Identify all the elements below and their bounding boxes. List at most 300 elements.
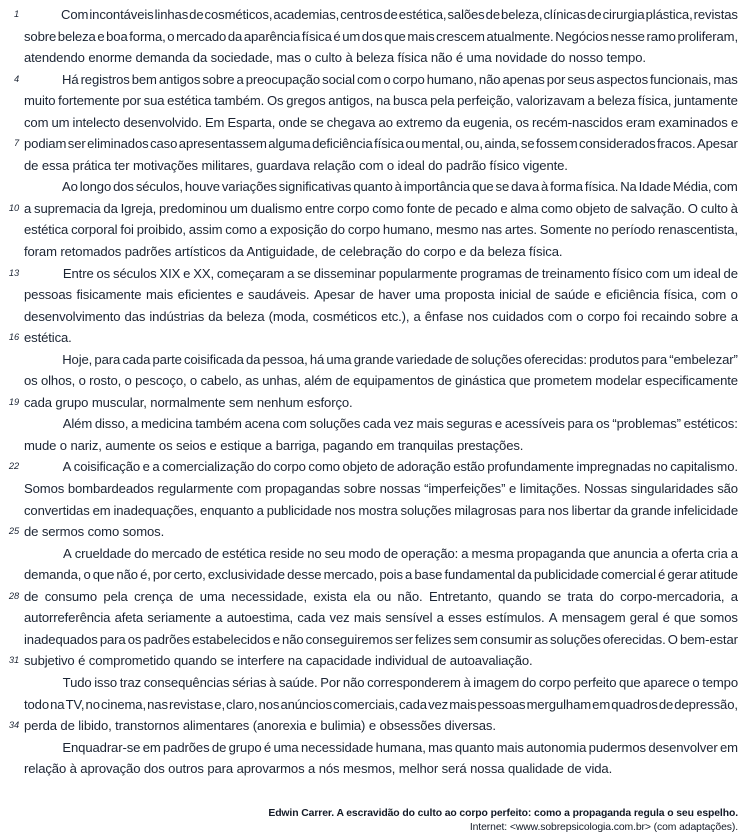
word: mergulham [526, 696, 592, 712]
word: grande [630, 502, 671, 518]
paragraph-indent [24, 672, 60, 694]
word: atitude [699, 567, 738, 583]
passage-line [0, 327, 738, 349]
word: grupo [228, 739, 262, 755]
passage-line [0, 349, 738, 371]
passage-line-text [24, 672, 738, 694]
word: a [405, 567, 413, 583]
paragraph-indent [24, 543, 60, 565]
word: corpo [337, 200, 370, 216]
word: na [375, 93, 391, 109]
word: forma [550, 179, 583, 195]
word: pescoço, [135, 373, 187, 389]
word: de [179, 588, 194, 604]
word: com [24, 114, 49, 130]
word: da [613, 502, 628, 518]
word: a [24, 200, 32, 216]
word: nossas [379, 481, 421, 497]
passage-line [0, 521, 738, 543]
word: para [99, 631, 126, 647]
word: os [24, 373, 38, 389]
word: houve [184, 179, 220, 195]
word: equipamentos [353, 373, 434, 389]
word: em [592, 696, 611, 712]
word: todo [24, 696, 50, 712]
word: dos [113, 179, 134, 195]
word: beleza, [501, 7, 543, 22]
passage-line [0, 155, 738, 177]
word: inadequações, [113, 502, 198, 518]
word: que [384, 28, 406, 44]
line-number: 13 [8, 267, 19, 278]
word: de [438, 200, 453, 216]
passage-line [0, 241, 738, 263]
paragraph-indent [24, 263, 60, 285]
word: podiam [24, 136, 67, 152]
word: soluções [471, 351, 522, 367]
word: afeta [114, 610, 144, 626]
word: mensagem [561, 610, 626, 626]
word: eram [625, 114, 656, 130]
word: Na [620, 179, 637, 195]
word: cabelo, [200, 373, 242, 389]
word: nesse [610, 28, 645, 44]
passage-line [0, 47, 738, 69]
word: intelecto [72, 114, 121, 130]
passage-line [0, 69, 738, 91]
word: publicidade [533, 567, 599, 583]
word: autonomia [526, 739, 587, 755]
passage-line [0, 198, 738, 220]
word: significativas [278, 179, 352, 195]
word: Esparta, [227, 114, 276, 130]
word: de [587, 7, 602, 22]
word: de [383, 545, 398, 561]
word: de [383, 7, 398, 22]
word: aspectos [596, 71, 648, 87]
passage-line [0, 435, 738, 457]
word: esses [448, 610, 482, 626]
passage-line [0, 672, 738, 694]
word: salvação. [630, 200, 685, 216]
word: bem [131, 71, 157, 87]
word: é, [140, 567, 151, 583]
word: certo, [173, 567, 206, 583]
word: culto [700, 200, 728, 216]
word: disseminar [313, 265, 376, 281]
word: e [494, 416, 503, 432]
word: deficiência [312, 136, 373, 152]
word: a [436, 610, 444, 626]
word: ou [405, 136, 420, 152]
word: mais [496, 739, 524, 755]
line-number: 4 [13, 73, 19, 84]
word: corpo-mercadoria, [620, 588, 725, 604]
word: funcionais, [650, 71, 712, 87]
word: que [472, 179, 494, 195]
paragraph-indent [24, 456, 60, 478]
word: a [730, 545, 738, 561]
word: físico [612, 265, 643, 281]
passage-line-text: subjetivo é comprometido quando se interfere na capacidade individual de autoavaliação. [24, 653, 533, 669]
word: e [509, 481, 517, 497]
word: antigos [158, 71, 201, 87]
word: humano, [426, 71, 477, 87]
passage-line-text [24, 586, 738, 608]
word: ênfase [424, 308, 464, 324]
paragraph-indent [24, 176, 60, 198]
word: Somos [24, 481, 65, 497]
word: é [263, 739, 272, 755]
word: nos [258, 696, 280, 712]
word: e [236, 287, 244, 303]
word: extremo [395, 114, 443, 130]
word: enquanto [200, 502, 254, 518]
word: uma [414, 287, 441, 303]
word: comerciais, [333, 696, 398, 712]
passage-line [0, 263, 738, 285]
word: oferecidas. [602, 631, 666, 647]
word: para [519, 502, 545, 518]
word: gregos [286, 93, 326, 109]
word: um [229, 200, 248, 216]
word: grande [353, 351, 394, 367]
word: seguras [446, 416, 493, 432]
passage-line [0, 456, 738, 478]
word: operação: [401, 545, 459, 561]
passage-line [0, 4, 738, 26]
word: XX, [193, 265, 214, 281]
word: reside [269, 545, 305, 561]
passage-line-text [24, 26, 738, 48]
word: se [310, 114, 324, 130]
word: mais [407, 28, 435, 44]
word: tempo [702, 674, 738, 690]
word: oferta [671, 545, 705, 561]
word: olhos, [40, 373, 76, 389]
word: objeto [342, 459, 378, 475]
word: sobre [694, 308, 727, 324]
word: à [269, 674, 277, 690]
word: cada [297, 610, 326, 626]
word: aparece [643, 674, 690, 690]
word: da [246, 351, 261, 367]
line-number: 16 [8, 332, 19, 343]
word: nas [481, 222, 502, 238]
word: antigos, [328, 93, 374, 109]
word: quanto [353, 179, 393, 195]
word: Há [62, 71, 79, 87]
word: quanto [454, 739, 495, 755]
word: crescem [436, 28, 485, 44]
word: valorizavam [516, 93, 585, 109]
word: boa [106, 28, 128, 44]
word: autorreferência [24, 610, 111, 626]
word: Apesar [314, 287, 355, 303]
word: para [94, 351, 121, 367]
word: alguma [268, 136, 311, 152]
word: O [687, 200, 698, 216]
word: à [463, 674, 471, 690]
word: Além [62, 416, 93, 432]
word: como [308, 459, 340, 475]
word: também. [214, 93, 265, 109]
paragraph-indent [24, 4, 60, 26]
word: cinema, [100, 696, 146, 712]
word: um [672, 265, 691, 281]
word: A [548, 610, 558, 626]
word: perfeito [573, 674, 617, 690]
word: anuncia [613, 545, 659, 561]
word: infelicidade [673, 502, 738, 518]
word: padrões [143, 631, 190, 647]
word: que [588, 545, 611, 561]
word: Somente [539, 222, 592, 238]
word: a [730, 588, 738, 604]
word: e [97, 28, 105, 44]
passage-line-text [24, 263, 738, 285]
word: mesma [471, 545, 514, 561]
word: examinados [658, 114, 728, 130]
word: a [730, 308, 738, 324]
passage-line [0, 758, 738, 780]
word: a [236, 71, 244, 87]
word: corpo [538, 674, 571, 690]
word: de [359, 287, 374, 303]
passage-line-text [24, 176, 738, 198]
passage-line [0, 694, 738, 716]
word: não [342, 674, 365, 690]
word: acena [244, 416, 280, 432]
word: desenvolver [648, 739, 718, 755]
word: Ao [61, 179, 78, 195]
word: supremacia [34, 200, 101, 216]
word: social [322, 71, 355, 87]
word: exclusividade [207, 567, 285, 583]
word: saúde [554, 287, 590, 303]
word: libertar [571, 502, 611, 518]
word: eficiência [605, 287, 660, 303]
word: em [92, 502, 111, 518]
passage-line-text [24, 694, 738, 716]
word: pela [430, 93, 455, 109]
attribution-block [268, 807, 738, 836]
word: da [227, 28, 243, 44]
word: mas [428, 739, 453, 755]
word: de [437, 373, 452, 389]
line-number: 31 [8, 655, 19, 666]
word: nos [334, 502, 356, 518]
word: eugenia, [462, 114, 513, 130]
word: com [547, 308, 573, 324]
word: entre [305, 200, 335, 216]
word: Média, [672, 179, 712, 195]
word: profundamente [487, 459, 574, 475]
passage-line [0, 219, 738, 241]
word: linhas [154, 7, 189, 22]
word: vez [393, 416, 414, 432]
word: bombardeados [67, 481, 154, 497]
passage-line [0, 413, 738, 435]
word: uma [199, 588, 225, 604]
word: mesmo [435, 222, 479, 238]
word: de [24, 588, 39, 604]
passage-line-text: de essa prática ter motivações militares, guardava relação com o ideal do padrão físico vigente. [24, 157, 568, 173]
word: mais [353, 610, 382, 626]
word: com [713, 179, 738, 195]
passage-line-text: cada grupo muscular, normalmente sem nenhum esforço. [24, 394, 353, 410]
paragraph-indent [24, 69, 60, 91]
word: clínicas [543, 7, 587, 22]
word: se [495, 179, 510, 195]
word: e [500, 200, 508, 216]
word: da [103, 200, 118, 216]
word: milagrosas [454, 502, 517, 518]
passage-line-text [24, 456, 738, 478]
word: assim [188, 222, 223, 238]
word: rosto, [89, 373, 122, 389]
word: mostra [358, 502, 398, 518]
word: trata [567, 588, 594, 604]
word: cosméticos, [204, 7, 273, 22]
word: sérias [232, 674, 267, 690]
word: humana, [375, 739, 426, 755]
word: há [309, 351, 325, 367]
word: consumo [44, 588, 98, 604]
word: não. [397, 588, 423, 604]
word: no [653, 459, 668, 475]
word: ser [395, 631, 413, 647]
word: à [540, 179, 549, 195]
passage-line [0, 478, 738, 500]
paragraph-indent [24, 737, 60, 759]
word: ou, [465, 136, 483, 152]
word: vez [428, 696, 449, 712]
word: proposta [444, 287, 495, 303]
word: Idade [638, 179, 671, 195]
word: exposição [269, 222, 328, 238]
word: onde [278, 114, 307, 130]
word: vez [329, 610, 350, 626]
word: não [282, 631, 304, 647]
word: geral [629, 610, 659, 626]
word: à [394, 179, 402, 195]
passage-line-text [24, 133, 738, 155]
passage-line-text [24, 370, 738, 392]
word: de [211, 739, 227, 755]
word: bem-estar [679, 631, 738, 647]
word: eficientes [177, 287, 232, 303]
word: Os [266, 93, 284, 109]
word: corpo [347, 222, 381, 238]
word: XIX [159, 265, 181, 281]
passage-line-text [24, 198, 738, 220]
word: caso [150, 136, 178, 152]
word: mercado [176, 28, 227, 44]
passage-line-text: perda de libido, transtornos alimentares (anorexia e bulimia) e obsessões diversas. [24, 718, 496, 734]
word: cada [122, 351, 151, 367]
word: ao [378, 114, 393, 130]
word: um [342, 28, 361, 44]
word: prometem [533, 373, 592, 389]
word: também [195, 416, 242, 432]
word: o [124, 373, 132, 389]
word: por [546, 71, 566, 87]
word: o [78, 373, 86, 389]
word: na [50, 696, 65, 712]
word: com [282, 416, 307, 432]
word: começaram [216, 265, 285, 281]
word: pela [103, 588, 128, 604]
word: séculos [113, 265, 157, 281]
line-number: 10 [8, 202, 19, 213]
word: a [587, 93, 595, 109]
passage-line [0, 176, 738, 198]
word: pecado [455, 200, 498, 216]
word: Entre [62, 265, 94, 281]
word: são [717, 481, 738, 497]
word: etc.), [381, 308, 410, 324]
word: Em [204, 114, 225, 130]
word: física. [584, 179, 619, 195]
word: se [520, 136, 535, 152]
word: os [515, 114, 529, 130]
word: cada [363, 416, 391, 432]
passage-line-text [24, 564, 738, 586]
word: e [183, 265, 191, 281]
word: estética [222, 545, 267, 561]
word: mais [449, 696, 477, 712]
word: oferecidas: [524, 351, 587, 367]
passage-line [0, 284, 738, 306]
word: a [461, 545, 469, 561]
word: padrões [163, 739, 210, 755]
word: treinamento [541, 265, 610, 281]
attribution-source-line: Internet: <www.sobrepsicologia.com.br> (com adaptações). [469, 822, 738, 834]
word: de [613, 200, 628, 216]
word: de [535, 287, 550, 303]
word: de [335, 373, 350, 389]
word: e [594, 287, 602, 303]
passage-line-text: de sermos como somos. [24, 524, 165, 540]
word: do [521, 674, 537, 690]
word: com [701, 287, 727, 303]
passage-line [0, 133, 738, 155]
word: TV, [65, 696, 85, 712]
word: ou [376, 588, 392, 604]
word: desenvolvimento [24, 308, 121, 324]
word: do [330, 222, 345, 238]
word: a [256, 502, 264, 518]
passage-line-text [24, 219, 738, 241]
word: os [96, 265, 111, 281]
word: cuidados [492, 308, 544, 324]
word: pessoas [24, 287, 72, 303]
word: fonte [406, 200, 436, 216]
word: com [356, 71, 382, 87]
word: corpo [273, 459, 306, 475]
passage-line-text [24, 478, 738, 500]
word: busca [393, 93, 428, 109]
word: se [547, 588, 562, 604]
word: exista [313, 588, 347, 604]
word: somos [699, 610, 738, 626]
word: pessoa, [262, 351, 308, 367]
word: adoração [396, 459, 451, 475]
word: (moda, [268, 308, 309, 324]
word: física [374, 136, 404, 152]
word: chegava [326, 114, 376, 130]
